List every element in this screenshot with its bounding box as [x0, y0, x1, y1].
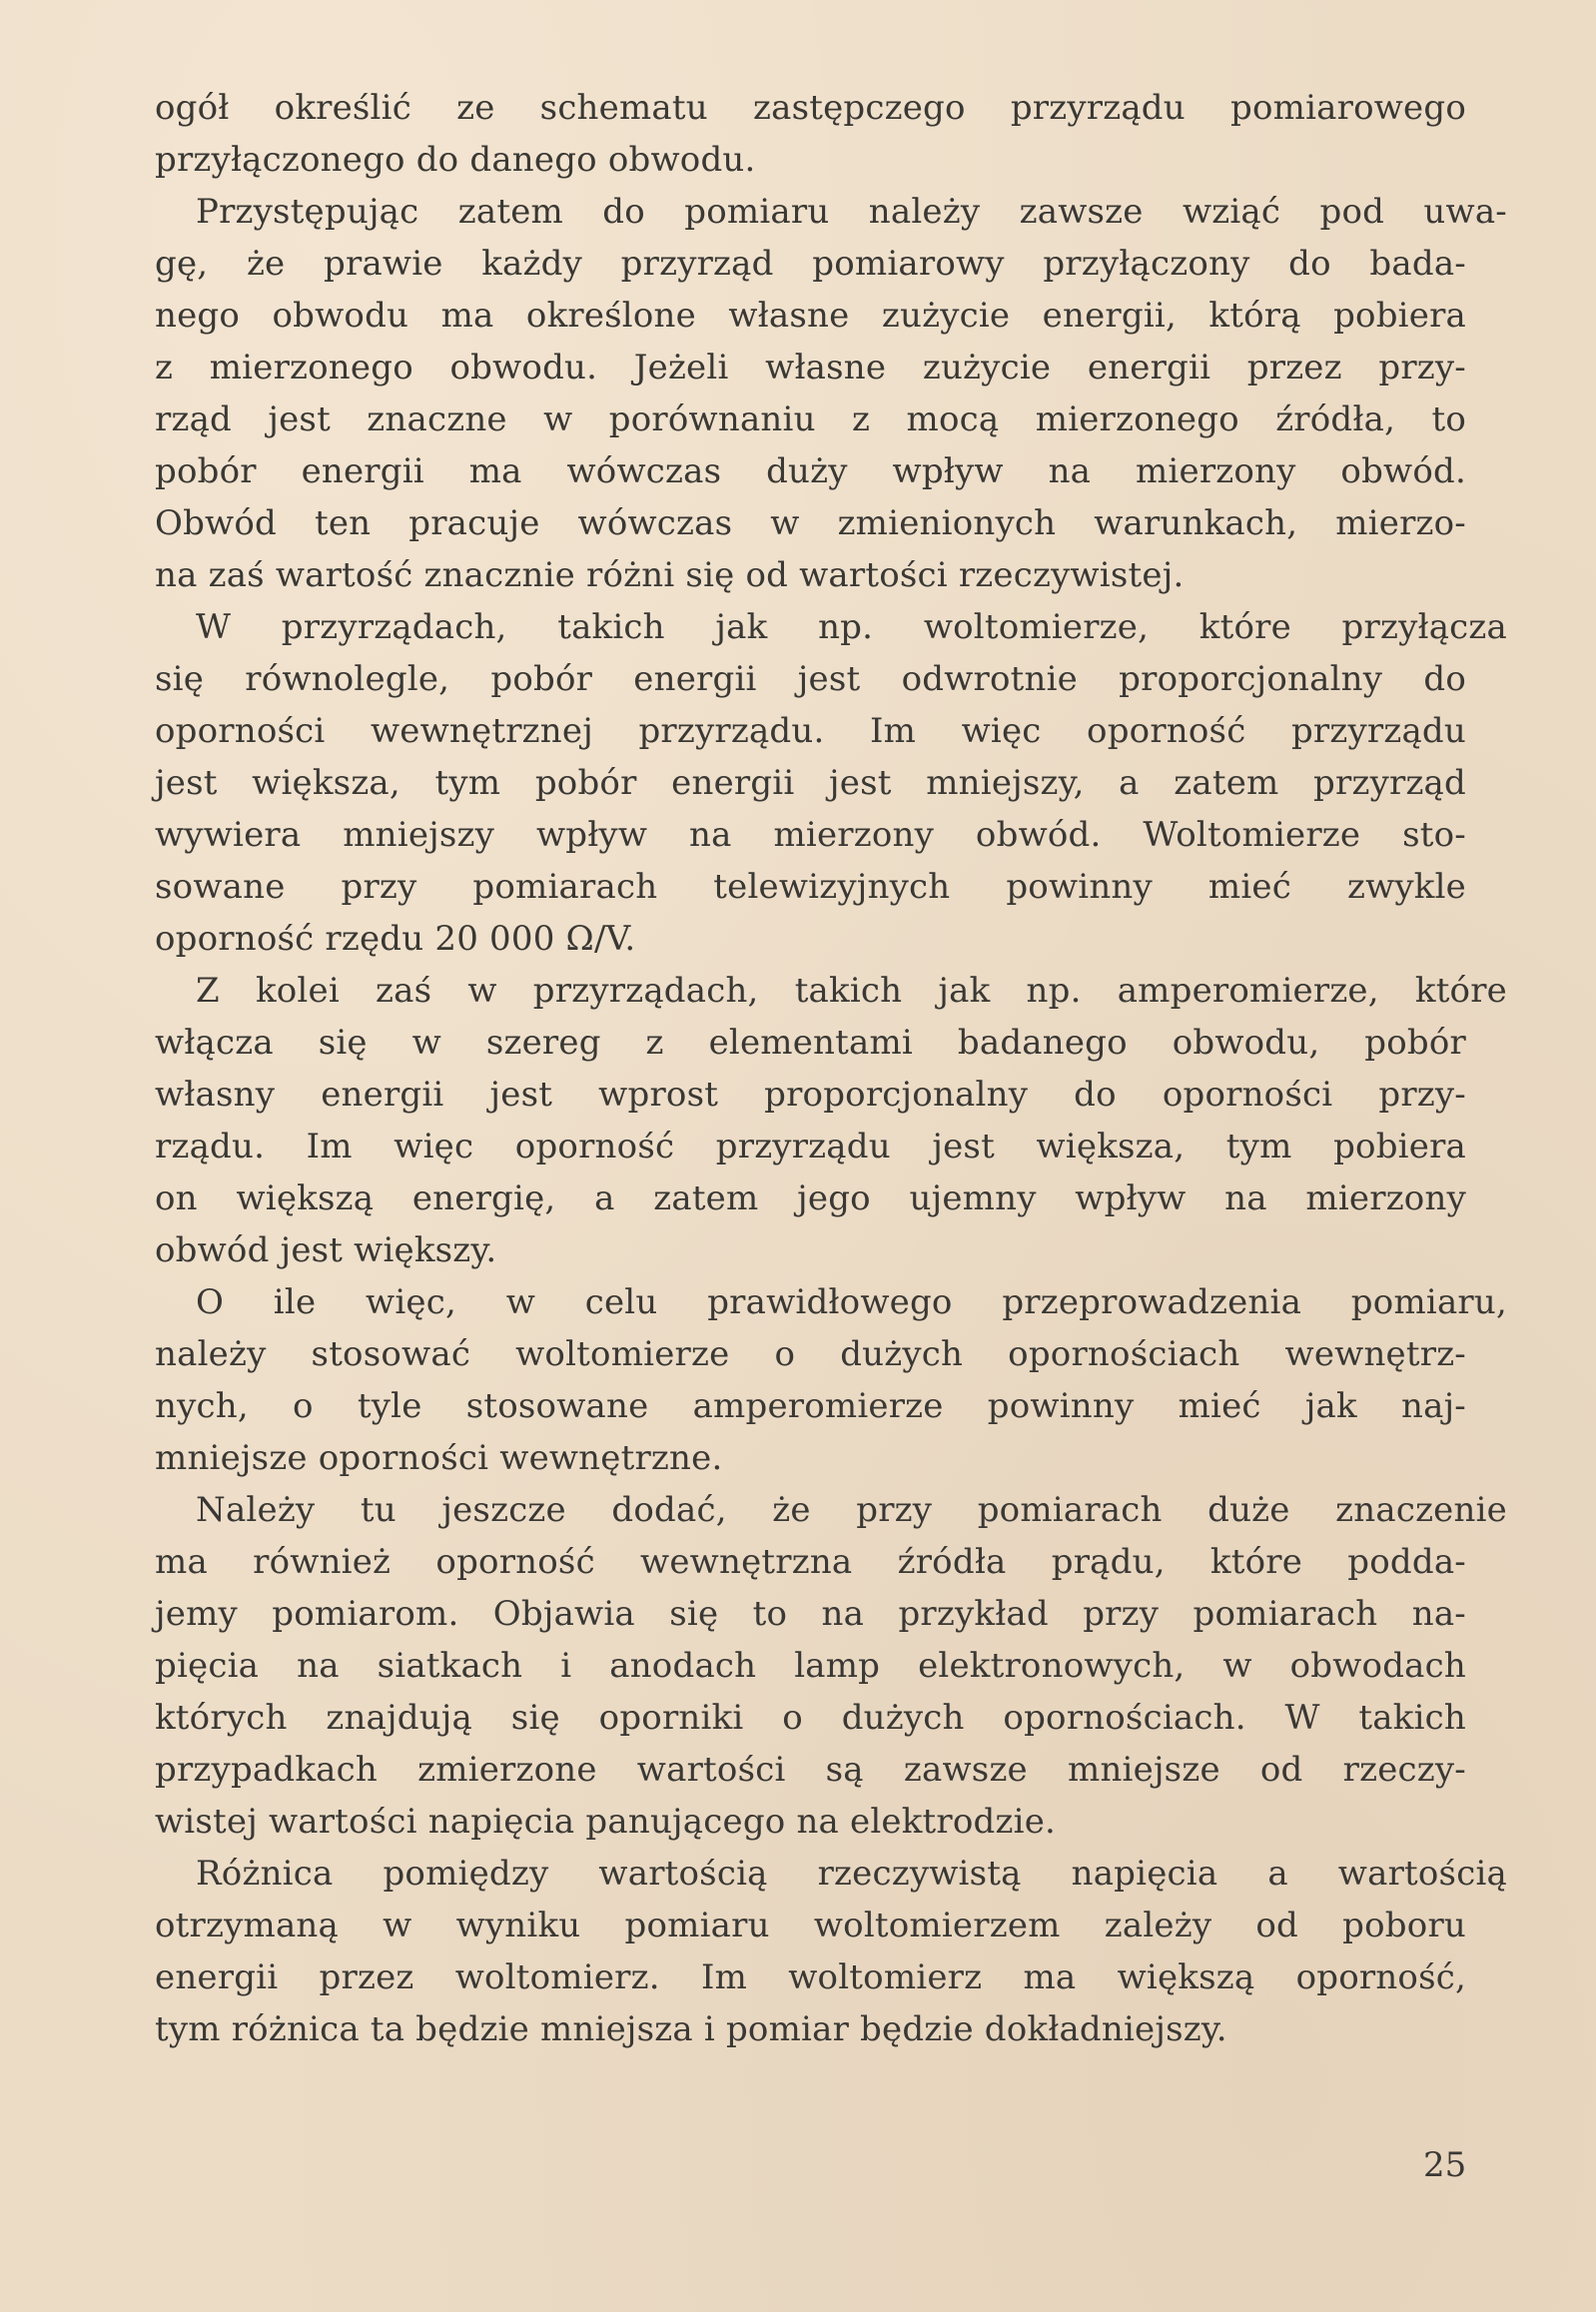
text-line: on większą energię, a zatem jego ujemny wpływ na mierzony — [155, 1178, 1466, 1218]
text-line: Różnica pomiędzy wartością rzeczywistą napięcia a wartością — [196, 1854, 1507, 1894]
text-line: Obwód ten pracuje wówczas w zmienionych warunkach, mierzo- — [155, 503, 1466, 543]
text-line: których znajdują się oporniki o dużych opornościach. W takich — [155, 1698, 1466, 1738]
paragraph — [155, 1276, 1507, 1484]
text-line: obwód jest większy. — [155, 1230, 497, 1270]
text-line: własny energii jest wprost proporcjonalny do oporności przy- — [155, 1075, 1466, 1115]
text-line: nych, o tyle stosowane amperomierze powinny mieć jak naj- — [155, 1386, 1466, 1426]
text-line: W przyrządach, takich jak np. woltomierze, które przyłącza — [196, 607, 1507, 647]
page-body — [155, 82, 1507, 2055]
text-line: ogół określić ze schematu zastępczego przyrządu pomiarowego — [155, 88, 1466, 128]
text-line: nego obwodu ma określone własne zużycie energii, którą pobiera — [155, 296, 1466, 336]
text-line: Przystępując zatem do pomiaru należy zawsze wziąć pod uwa- — [196, 192, 1507, 232]
text-line: oporności wewnętrznej przyrządu. Im więc oporność przyrządu — [155, 711, 1466, 751]
text-line: ma również oporność wewnętrzna źródła prądu, które podda- — [155, 1542, 1466, 1582]
paragraph — [155, 82, 1466, 186]
text-line: otrzymaną w wyniku pomiaru woltomierzem zależy od poboru — [155, 1906, 1466, 1945]
page-number: 25 — [1423, 2145, 1467, 2185]
text-line: włącza się w szereg z elementami badanego obwodu, pobór — [155, 1023, 1466, 1063]
text-line: należy stosować woltomierze o dużych opornościach wewnętrz- — [155, 1334, 1466, 1374]
text-line: pobór energii ma wówczas duży wpływ na mierzony obwód. — [155, 451, 1466, 491]
text-line: O ile więc, w celu prawidłowego przeprowadzenia pomiaru, — [196, 1282, 1507, 1322]
paragraph — [155, 186, 1507, 601]
text-line: Należy tu jeszcze dodać, że przy pomiarach duże znaczenie — [196, 1490, 1507, 1530]
text-line: pięcia na siatkach i anodach lamp elektronowych, w obwodach — [155, 1646, 1466, 1686]
text-line: się równolegle, pobór energii jest odwrotnie proporcjonalny do — [155, 659, 1466, 699]
text-line: energii przez woltomierz. Im woltomierz ma większą oporność, — [155, 1957, 1466, 1997]
text-line: rządu. Im więc oporność przyrządu jest większa, tym pobiera — [155, 1127, 1466, 1166]
text-line: wywiera mniejszy wpływ na mierzony obwód. Woltomierze sto- — [155, 815, 1466, 855]
text-line: wistej wartości napięcia panującego na elektrodzie. — [155, 1802, 1057, 1842]
text-line: jest większa, tym pobór energii jest mniejszy, a zatem przyrząd — [155, 763, 1466, 803]
text-line: gę, że prawie każdy przyrząd pomiarowy przyłączony do bada- — [155, 244, 1466, 284]
paragraph — [155, 1848, 1507, 2055]
text-line: rząd jest znaczne w porównaniu z mocą mierzonego źródła, to — [155, 399, 1466, 439]
paragraph — [155, 1484, 1507, 1848]
text-line: przyłączonego do danego obwodu. — [155, 140, 756, 180]
text-line: przypadkach zmierzone wartości są zawsze mniejsze od rzeczy- — [155, 1750, 1466, 1790]
text-line: z mierzonego obwodu. Jeżeli własne zużycie energii przez przy- — [155, 348, 1466, 387]
paragraph — [155, 965, 1507, 1276]
text-line: jemy pomiarom. Objawia się to na przykład przy pomiarach na- — [155, 1594, 1466, 1634]
text-line: na zaś wartość znacznie różni się od wartości rzeczywistej. — [155, 555, 1185, 595]
text-line: Z kolei zaś w przyrządach, takich jak np. amperomierze, które — [196, 971, 1507, 1011]
paragraph — [155, 601, 1507, 965]
text-line: oporność rzędu 20 000 Ω/V. — [155, 919, 636, 959]
text-line: mniejsze oporności wewnętrzne. — [155, 1438, 723, 1478]
text-line: sowane przy pomiarach telewizyjnych powinny mieć zwykle — [155, 867, 1466, 907]
text-line: tym różnica ta będzie mniejsza i pomiar będzie dokładniejszy. — [155, 2009, 1227, 2049]
